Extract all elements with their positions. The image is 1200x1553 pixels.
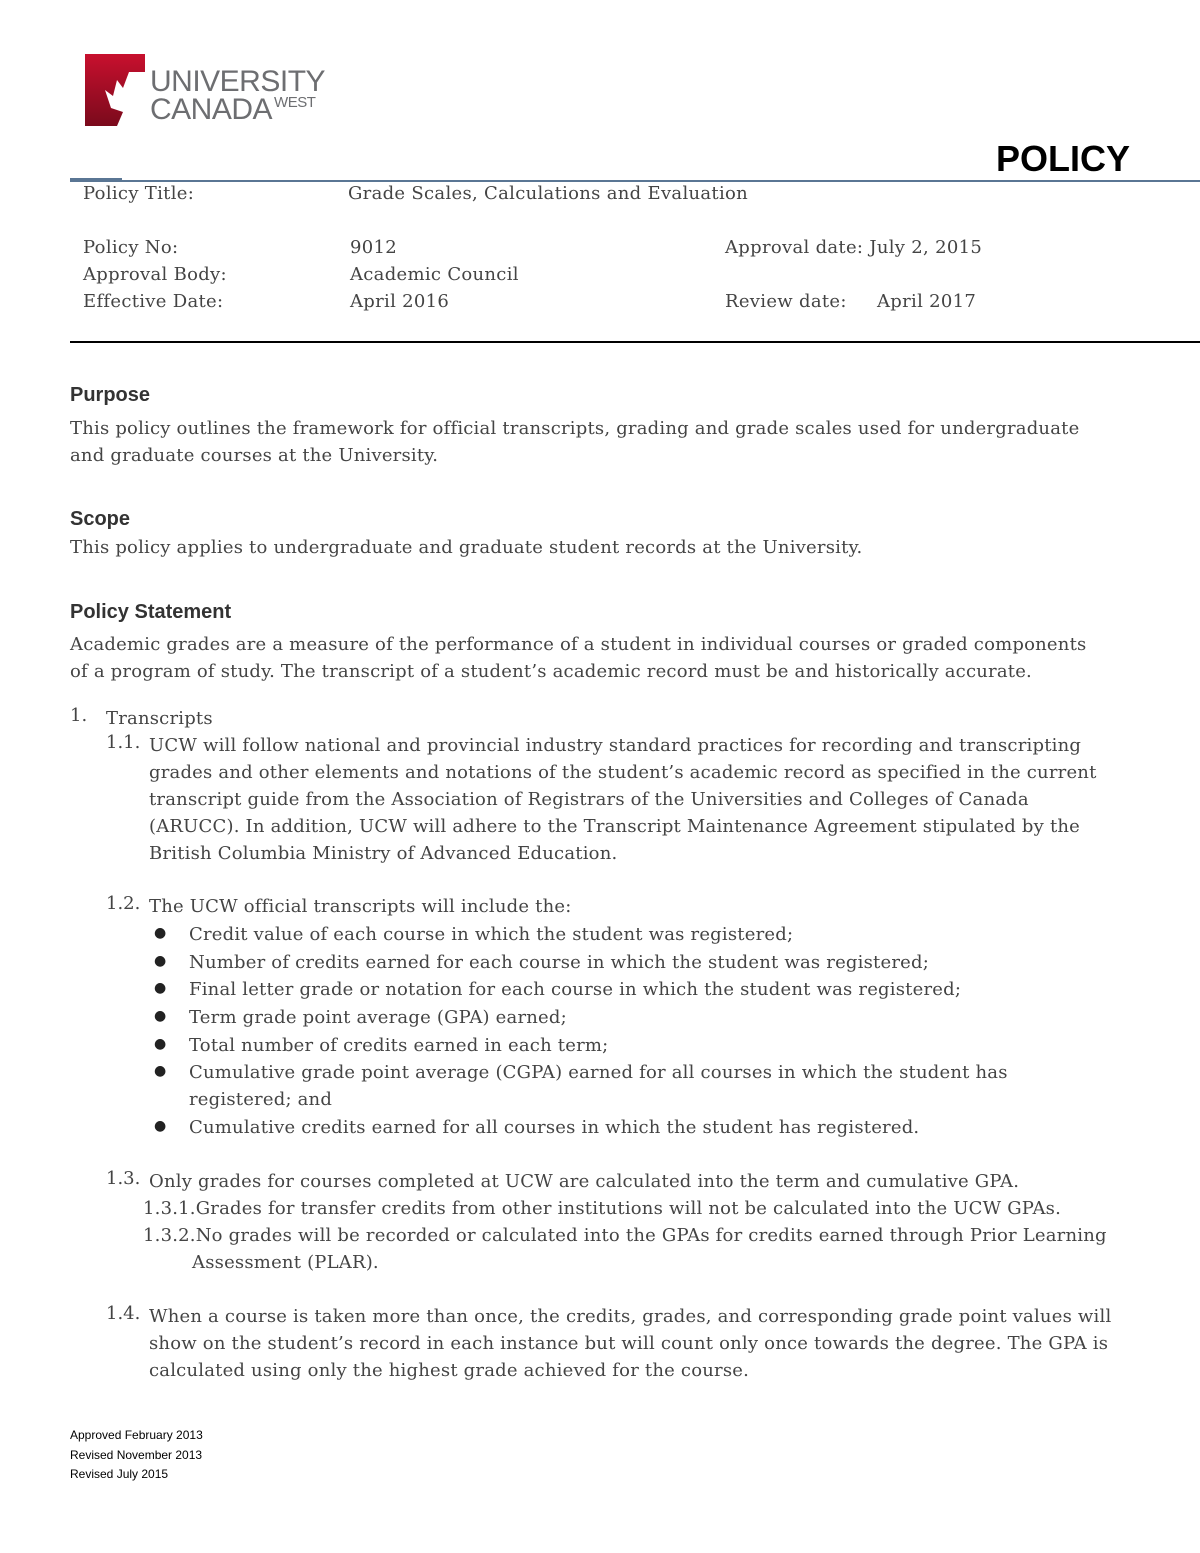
section-1-1-line: UCW will follow national and provincial industry standard practices for recording and transcripting [149,735,1082,756]
transcript-bullet: Term grade point average (GPA) earned; [189,1007,567,1028]
logo-line-university: UNIVERSITY [150,65,326,98]
section-1-title: Transcripts [106,708,213,729]
purpose-paragraph [70,415,1170,469]
policy-title-label: Policy Title: [83,183,195,204]
statement-heading: Policy Statement [70,601,232,623]
statement-paragraph [70,631,1180,685]
section-1-1-line: grades and other elements and notations of the student’s academic record as specified in the current [149,762,1097,783]
section-1-1-text [149,732,1159,867]
section-1-4-number: 1.4. [106,1303,141,1324]
purpose-line-1: This policy outlines the framework for official transcripts, grading and grade scales used for undergraduate [70,418,1080,439]
scope-heading: Scope [70,508,131,530]
scope-line-1: This policy applies to undergraduate and graduate student records at the University. [70,537,863,558]
section-1-2-number: 1.2. [106,893,141,914]
section-1-1-line: British Columbia Ministry of Advanced Education. [149,843,618,864]
transcript-bullet: Cumulative grade point average (CGPA) earned for all courses in which the student has [189,1062,1008,1083]
approval-date-value: July 2, 2015 [869,237,983,258]
policy-no-label: Policy No: [83,237,179,258]
purpose-line-2: and graduate courses at the University. [70,445,439,466]
section-1-4-text [149,1303,1169,1384]
effective-date-value: April 2016 [350,291,450,312]
statement-line-1: Academic grades are a measure of the performance of a student in individual courses or graded components [70,634,1087,655]
section-1-1-line: transcript guide from the Association of Registrars of the Universities and Colleges of Canada [149,789,1029,810]
effective-date-label: Effective Date: [83,291,224,312]
section-1-number: 1. [70,705,88,726]
footer-revised-2: Revised July 2015 [70,1467,169,1481]
approval-body-value: Academic Council [350,264,519,285]
section-1-3-1-text: 1.3.1.Grades for transfer credits from other institutions will not be calculated into the UCW GPAs. [143,1198,1062,1219]
transcript-bullet: Total number of credits earned in each term; [189,1035,609,1056]
transcript-bullet: Number of credits earned for each course in which the student was registered; [189,952,929,973]
footer-revised-1: Revised November 2013 [70,1447,203,1462]
transcript-bullet-continued: registered; and [189,1089,333,1110]
approval-date-label: Approval date: [725,237,864,258]
logo-wordmark [150,65,326,129]
purpose-heading: Purpose [70,384,151,406]
section-1-3-number: 1.3. [106,1168,141,1189]
policy-no-value: 9012 [350,237,398,258]
section-1-3-2-text: 1.3.2.No grades will be recorded or calculated into the GPAs for credits earned through Prior Learning [143,1225,1107,1246]
meta-divider [70,341,1200,343]
transcript-bullet: Cumulative credits earned for all courses in which the student has registered. [189,1117,920,1138]
header-rule [70,180,1200,182]
maple-leaf-logo-icon [83,50,153,130]
logo-west: WEST [274,94,316,111]
section-1-3-2-continued: Assessment (PLAR). [192,1252,379,1273]
section-1-2-intro: The UCW official transcripts will include the: [149,896,572,917]
transcript-bullet: Credit value of each course in which the student was registered; [189,924,794,945]
review-date-label: Review date: [725,291,847,312]
bullet-icon: ● [154,953,167,969]
section-1-4-line: When a course is taken more than once, the credits, grades, and corresponding grade point values will [149,1306,1112,1327]
section-1-1-line: (ARUCC). In addition, UCW will adhere to the Transcript Maintenance Agreement stipulated by the [149,816,1081,837]
review-date-value: April 2017 [877,291,977,312]
section-1-1-number: 1.1. [106,732,141,753]
bullet-icon: ● [154,1036,167,1052]
policy-label: POLICY [995,138,1130,179]
footer-approved: Approved February 2013 [70,1428,203,1442]
transcript-bullet: Final letter grade or notation for each course in which the student was registered; [189,979,962,1000]
section-1-3-text: Only grades for courses completed at UCW are calculated into the term and cumulative GPA. [149,1171,1020,1192]
approval-body-label: Approval Body: [83,264,227,285]
section-1-4-line: calculated using only the highest grade achieved for the course. [149,1360,750,1381]
approval-date [725,237,982,258]
bullet-icon: ● [154,980,167,996]
logo-line-canada: CANADA $^{WEST}$ [150,93,316,126]
scope-paragraph [70,534,1170,561]
policy-title-value: Grade Scales, Calculations and Evaluation [348,183,749,204]
bullet-icon: ● [154,1008,167,1024]
bullet-icon: ● [154,925,167,941]
bullet-icon: ● [154,1118,167,1134]
section-1-4-line: show on the student’s record in each instance but will count only once towards the degree. The GPA is [149,1333,1109,1354]
bullet-icon: ● [154,1063,167,1079]
statement-line-2: of a program of study. The transcript of a student’s academic record must be and historically accurate. [70,661,1032,682]
revision-footer [70,1426,203,1485]
